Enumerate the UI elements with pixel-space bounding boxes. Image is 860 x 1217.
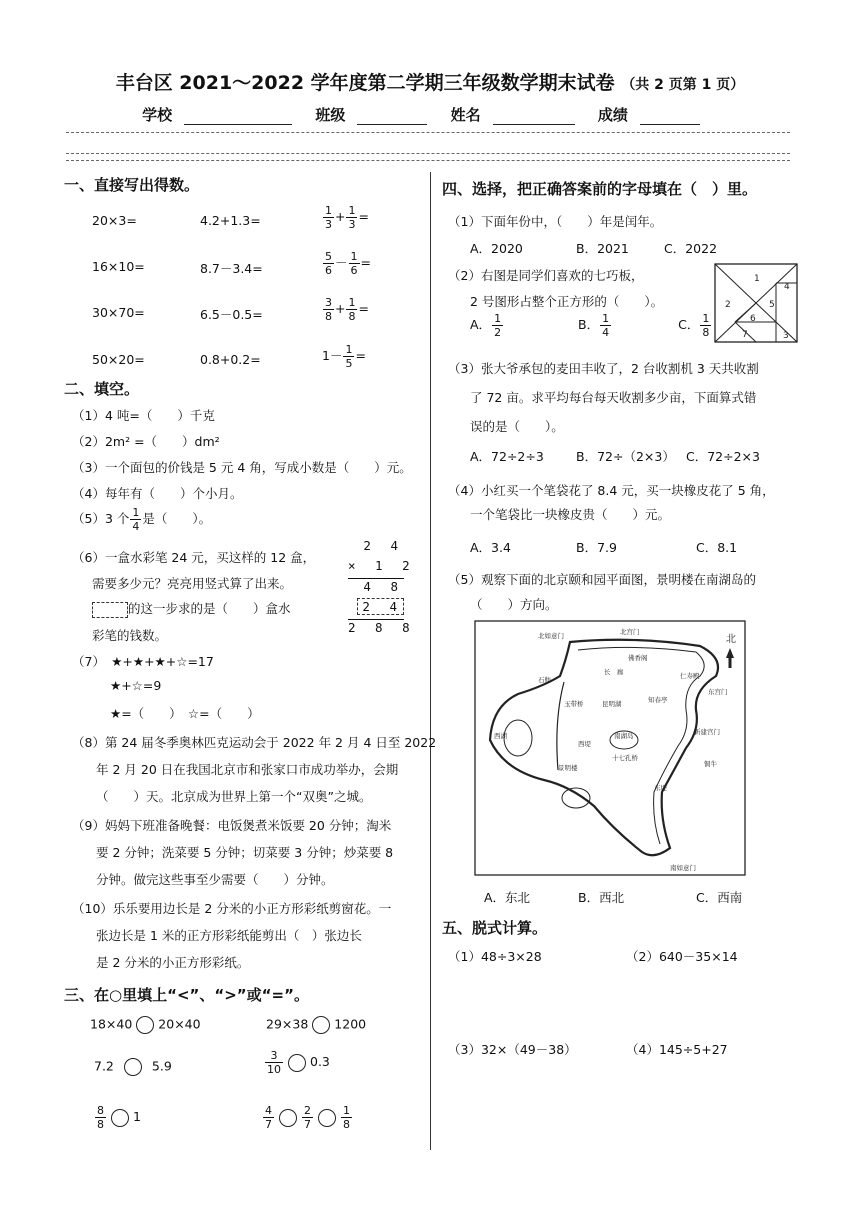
field-school: 学校 <box>142 106 173 124</box>
title-text: 丰台区 2021～2022 学年度第二学期三年级数学期末试卷 <box>115 72 615 94</box>
map-label: 西湖 <box>494 732 507 740</box>
name-blank[interactable] <box>493 108 575 125</box>
fill-q10-line1: （10）乐乐要用边长是 2 分米的小正方形彩纸剪窗花。一 <box>72 901 392 916</box>
fill-q6-line4: 彩笔的钱数。 <box>92 628 168 643</box>
map-label: 西堤 <box>578 740 591 748</box>
map-label: 佛香阁 <box>628 654 648 662</box>
choice-q1-a: A．2020 <box>470 241 523 256</box>
calc-5: 4.2+1.3= <box>200 213 261 228</box>
fill-q10-line2: 张边长是 1 米的正方形彩纸能剪出（ ）张边长 <box>96 928 362 943</box>
map-label: 石舫 <box>538 676 551 684</box>
section-2-heading: 二、填空。 <box>64 380 140 398</box>
compare-1: 18×40 20×40 <box>90 1016 201 1034</box>
compare-4: $\frac{3}{10}$ 0.3 <box>267 1049 330 1076</box>
fill-q7-line2: ★+☆=9 <box>110 678 162 693</box>
choice-q3-line1: （3）张大爷承包的麦田丰收了，2 台收割机 3 天共收割 <box>448 361 759 376</box>
map-label: 北如意门 <box>538 632 564 640</box>
fill-q9-line3: 分钟。做完这些事至少需要（ ）分钟。 <box>96 872 334 887</box>
school-blank[interactable] <box>184 108 292 125</box>
choice-q2-line1: （2）右图是同学们喜欢的七巧板， <box>448 268 644 283</box>
map-label: 东宫门 <box>708 688 728 696</box>
compare-circle[interactable] <box>318 1109 336 1127</box>
calc-12: 1－ $\frac{1}{5}$ = <box>322 343 366 370</box>
tangram-label: 3 <box>783 331 789 341</box>
fill-q4: （4）每年有（ ）个小月。 <box>72 486 243 501</box>
choice-q5-a: A．东北 <box>484 890 531 905</box>
calc-6: 8.7－3.4= <box>200 261 263 276</box>
compare-circle[interactable] <box>111 1109 129 1127</box>
map-label: 十七孔桥 <box>612 754 638 762</box>
calc-10: $\frac{5}{6}$ － $\frac{1}{6}$ = <box>325 250 371 277</box>
dashed-box <box>92 602 128 618</box>
calc-2: 16×10= <box>92 259 145 274</box>
choice-q2-line2: 2 号图形占整个正方形的（ ）。 <box>470 294 664 309</box>
choice-q4-a: A．3.4 <box>470 540 511 555</box>
fill-q9-line1: （9）妈妈下班准备晚餐：电饭煲煮米饭要 20 分钟；淘米 <box>72 818 392 833</box>
calc-11: $\frac{3}{8}$ + $\frac{1}{8}$ = <box>325 296 369 323</box>
choice-q3-c: C．72÷2×3 <box>686 449 760 464</box>
exam-title <box>0 68 860 95</box>
compare-circle[interactable] <box>124 1058 142 1076</box>
tangram-figure <box>714 263 798 343</box>
class-blank[interactable] <box>357 108 427 125</box>
calc-3: 30×70= <box>92 305 145 320</box>
choice-q1-b: B．2021 <box>576 241 629 256</box>
compare-5: $\frac{8}{8}$ 1 <box>97 1104 141 1131</box>
fill-q8-line3: （ ）天。北京成为世界上第一个“双奥”之城。 <box>96 789 372 804</box>
section-1-heading: 一、直接写出得数。 <box>64 176 200 194</box>
choice-q1: （1）下面年份中，（ ）年是闰年。 <box>448 214 663 229</box>
calc-9: $\frac{1}{3}$ + $\frac{1}{3}$ = <box>325 204 369 231</box>
divider-dashed-2 <box>66 153 790 154</box>
choice-q3-line3: 误的是（ ）。 <box>470 419 564 434</box>
fill-q3: （3）一个面包的价钱是 5 元 4 角，写成小数是（ ）元。 <box>72 460 412 475</box>
compare-circle[interactable] <box>288 1054 306 1072</box>
divider-dashed-3 <box>66 160 790 161</box>
calc-step-1: （1）48÷3×28 <box>448 949 542 964</box>
compare-circle[interactable] <box>136 1016 154 1034</box>
map-label: 玉带桥 <box>564 700 584 708</box>
field-name: 姓名 <box>450 106 481 124</box>
student-info-row <box>0 104 860 125</box>
page-count: （共 2 页第 1 页） <box>621 77 745 93</box>
map-label: 长 廊 <box>604 668 624 676</box>
map-label: 北宫门 <box>620 628 640 636</box>
calc-8: 0.8+0.2= <box>200 352 261 367</box>
map-label: 昆明湖 <box>602 700 622 708</box>
field-class: 班级 <box>315 106 346 124</box>
fill-q6-line3: 的这一步求的是（ ）盒水 <box>92 599 291 618</box>
map-label: 南湖岛 <box>614 732 634 740</box>
score-blank[interactable] <box>640 108 700 125</box>
choice-q4-c: C．8.1 <box>696 540 738 555</box>
fill-q1: （1）4 吨=（ ）千克 <box>72 408 215 423</box>
fill-q8-line1: （8）第 24 届冬季奥林匹克运动会于 2022 年 2 月 4 日至 2022 <box>72 735 437 750</box>
tangram-label: 5 <box>769 300 775 310</box>
fill-q7-line3: ★=（ ） ☆=（ ） <box>110 706 260 721</box>
compare-circle[interactable] <box>312 1016 330 1034</box>
map-north: 北 <box>726 634 736 645</box>
calc-step-3: （3）32×（49－38） <box>448 1042 577 1057</box>
choice-q4-line1: （4）小红买一个笔袋花了 8.4 元，买一块橡皮花了 5 角， <box>448 483 775 498</box>
fill-q2: （2）2m² =（ ）dm² <box>72 434 220 449</box>
calc-7: 6.5－0.5= <box>200 307 263 322</box>
north-arrow-shaft <box>729 658 732 668</box>
compare-2: 29×38 1200 <box>266 1016 366 1034</box>
map-label: 新建宫门 <box>694 728 720 736</box>
calc-step-4: （4）145÷5+27 <box>626 1042 728 1057</box>
tangram-label: 7 <box>742 330 748 340</box>
compare-3: 7.2 5.9 <box>94 1058 172 1076</box>
calc-1: 20×3= <box>92 213 137 228</box>
choice-q3-b: B．72÷（2×3） <box>576 449 675 464</box>
choice-q3-a: A．72÷2÷3 <box>470 449 544 464</box>
summer-palace-map <box>474 620 746 876</box>
calc-step-2: （2）640－35×14 <box>626 949 738 964</box>
compare-6: $\frac{4}{7}$ $\frac{2}{7}$ $\frac{1}{8}$ <box>265 1104 350 1131</box>
map-label: 东堤 <box>654 784 667 792</box>
calc-4: 50×20= <box>92 352 145 367</box>
map-label: 仁寿殿 <box>680 672 700 680</box>
map-label: 南如意门 <box>670 864 696 872</box>
fill-q5: （5）3 个 $\frac{1}{4}$ 是（ ）。 <box>72 506 212 533</box>
fill-q7-line1: （7） ★+★+★+☆=17 <box>72 654 214 669</box>
fill-q9-line2: 要 2 分钟；洗菜要 5 分钟；切菜要 3 分钟；炒菜要 8 <box>96 845 394 860</box>
tangram-label: 1 <box>754 274 760 284</box>
fill-q6-line2: 需要多少元？亮亮用竖式算了出来。 <box>92 576 293 591</box>
column-divider <box>430 172 431 1150</box>
choice-q5-b: B．西北 <box>578 890 625 905</box>
compare-circle[interactable] <box>279 1109 297 1127</box>
section-5-heading: 五、脱式计算。 <box>442 919 548 937</box>
tangram-label: 6 <box>750 314 756 324</box>
section-4-heading: 四、选择，把正确答案前的字母填在（ ）里。 <box>442 180 758 198</box>
map-label: 铜牛 <box>704 760 717 768</box>
divider-dashed-1 <box>66 132 790 133</box>
choice-q5-line1: （5）观察下面的北京颐和园平面图，景明楼在南湖岛的 <box>448 572 756 587</box>
tangram-label: 4 <box>784 282 790 292</box>
map-label: 知春亭 <box>648 696 668 704</box>
choice-q1-c: C．2022 <box>664 241 718 256</box>
choice-q2-options: A． $\frac{1}{2}$ B． $\frac{1}{4}$ C． $\frac{1}{8}$ <box>470 312 710 339</box>
choice-q5-c: C．西南 <box>696 890 743 905</box>
tangram-label: 2 <box>725 300 731 310</box>
fill-q10-line3: 是 2 分米的小正方形彩纸。 <box>96 955 250 970</box>
choice-q4-line2: 一个笔袋比一块橡皮贵（ ）元。 <box>470 507 671 522</box>
fill-q6-line1: （6）一盒水彩笔 24 元，买这样的 12 盒， <box>72 550 316 565</box>
choice-q4-b: B．7.9 <box>576 540 617 555</box>
section-3-heading: 三、在○里填上“<”、“>”或“=”。 <box>64 986 309 1004</box>
field-score: 成绩 <box>597 106 628 124</box>
vertical-multiplication: 2 4 × 1 2 4 8 2 4 2 8 8 <box>348 538 416 635</box>
fill-q8-line2: 年 2 月 20 日在我国北京市和张家口市成功举办，会期 <box>96 762 399 777</box>
choice-q3-line2: 了 72 亩。求平均每台每天收割多少亩，下面算式错 <box>470 390 757 405</box>
choice-q5-line2: （ ）方向。 <box>470 597 558 612</box>
map-label: 景明楼 <box>558 764 578 772</box>
